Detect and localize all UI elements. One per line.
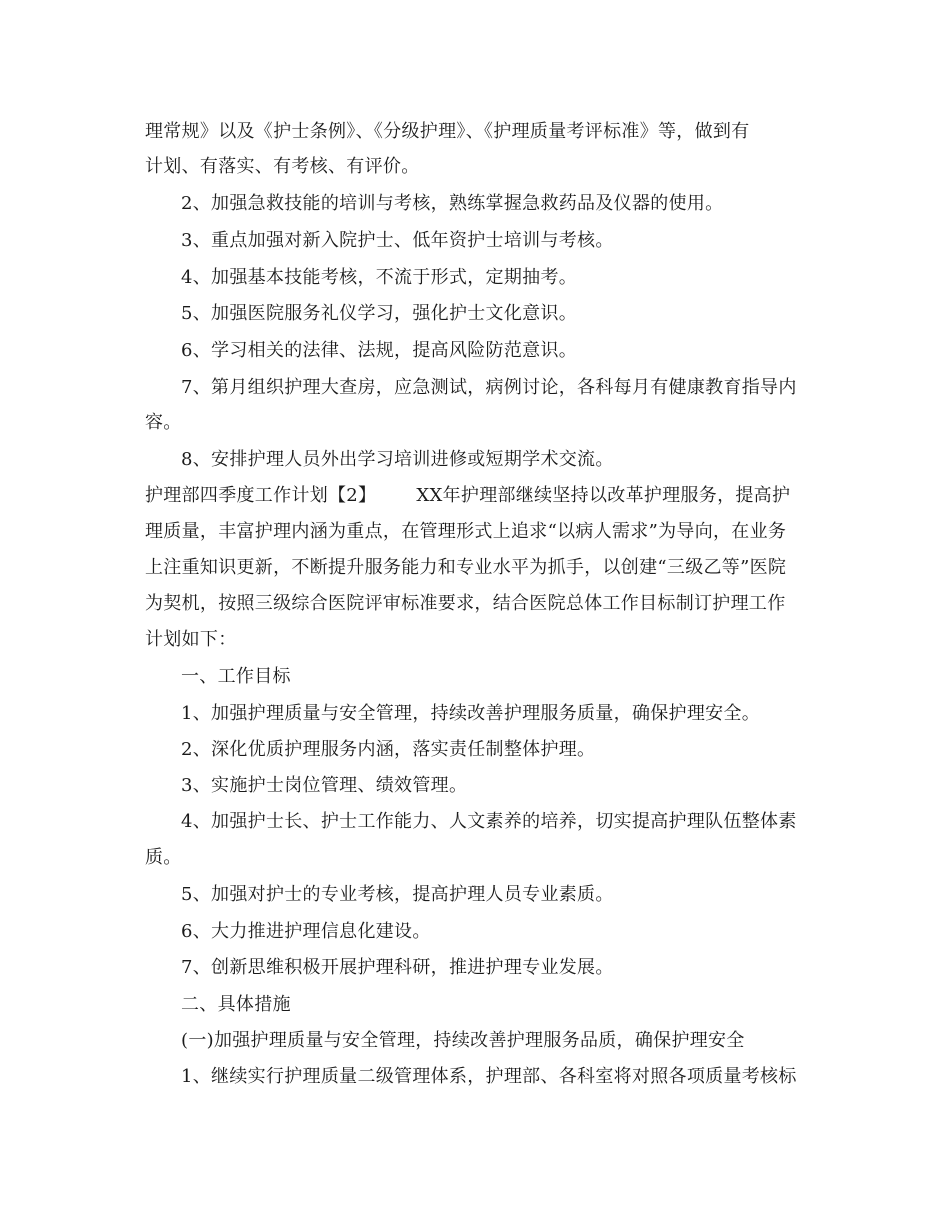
body-line: 为契机，按照三级综合医院评审标准要求，结合医院总体工作目标制订护理工作 xyxy=(145,593,786,614)
paragraph-start: XX年护理部继续坚持以改革护理服务，提高护 xyxy=(416,485,791,506)
list-item: 5、加强对护士的专业考核，提高护理人员专业素质。 xyxy=(181,884,614,905)
list-item: 7、第月组织护理大查房，应急测试，病例讨论，各科每月有健康教育指导内 xyxy=(181,377,797,398)
list-item: 5、加强医院服务礼仪学习，强化护士文化意识。 xyxy=(181,303,578,324)
body-line: 上注重知识更新，不断提升服务能力和专业水平为抓手，以创建“三级乙等”医院 xyxy=(145,557,787,578)
subsection-heading: (一)加强护理质量与安全管理，持续改善护理服务品质，确保护理安全 xyxy=(181,1030,745,1051)
body-line: 容。 xyxy=(145,412,182,433)
list-item: 6、大力推进护理信息化建设。 xyxy=(181,921,431,942)
list-item: 3、实施护士岗位管理、绩效管理。 xyxy=(181,775,468,796)
list-item: 2、加强急救技能的培训与考核，熟练掌握急救药品及仪器的使用。 xyxy=(181,193,724,214)
section-heading-line xyxy=(145,484,790,508)
body-line: 理常规》以及《护士条例》、《分级护理》、《护理质量考评标准》等，做到有 xyxy=(145,121,750,142)
body-line: 计划、有落实、有考核、有评价。 xyxy=(145,156,420,177)
list-item: 6、学习相关的法律、法规，提高风险防范意识。 xyxy=(181,340,578,361)
list-item: 4、加强护士长、护士工作能力、人文素养的培养，切实提高护理队伍整体素 xyxy=(181,811,797,832)
list-item: 2、深化优质护理服务内涵，落实责任制整体护理。 xyxy=(181,739,596,760)
subheading: 一、工作目标 xyxy=(181,666,291,687)
list-item: 4、加强基本技能考核，不流于形式，定期抽考。 xyxy=(181,267,578,288)
section-title: 护理部四季度工作计划【2】 xyxy=(145,485,377,506)
body-line: 质。 xyxy=(145,847,182,868)
list-item: 1、继续实行护理质量二级管理体系，护理部、各科室将对照各项质量考核标 xyxy=(181,1066,797,1087)
body-line: 计划如下： xyxy=(145,629,237,650)
list-item: 3、重点加强对新入院护士、低年资护士培训与考核。 xyxy=(181,230,614,251)
body-line: 理质量，丰富护理内涵为重点，在管理形式上追求“以病人需求”为导向，在业务 xyxy=(145,521,787,542)
list-item: 8、安排护理人员外出学习培训进修或短期学术交流。 xyxy=(181,449,614,470)
list-item: 1、加强护理质量与安全管理，持续改善护理服务质量，确保护理安全。 xyxy=(181,703,761,724)
subheading: 二、具体措施 xyxy=(181,994,291,1015)
list-item: 7、创新思维积极开展护理科研，推进护理专业发展。 xyxy=(181,957,614,978)
